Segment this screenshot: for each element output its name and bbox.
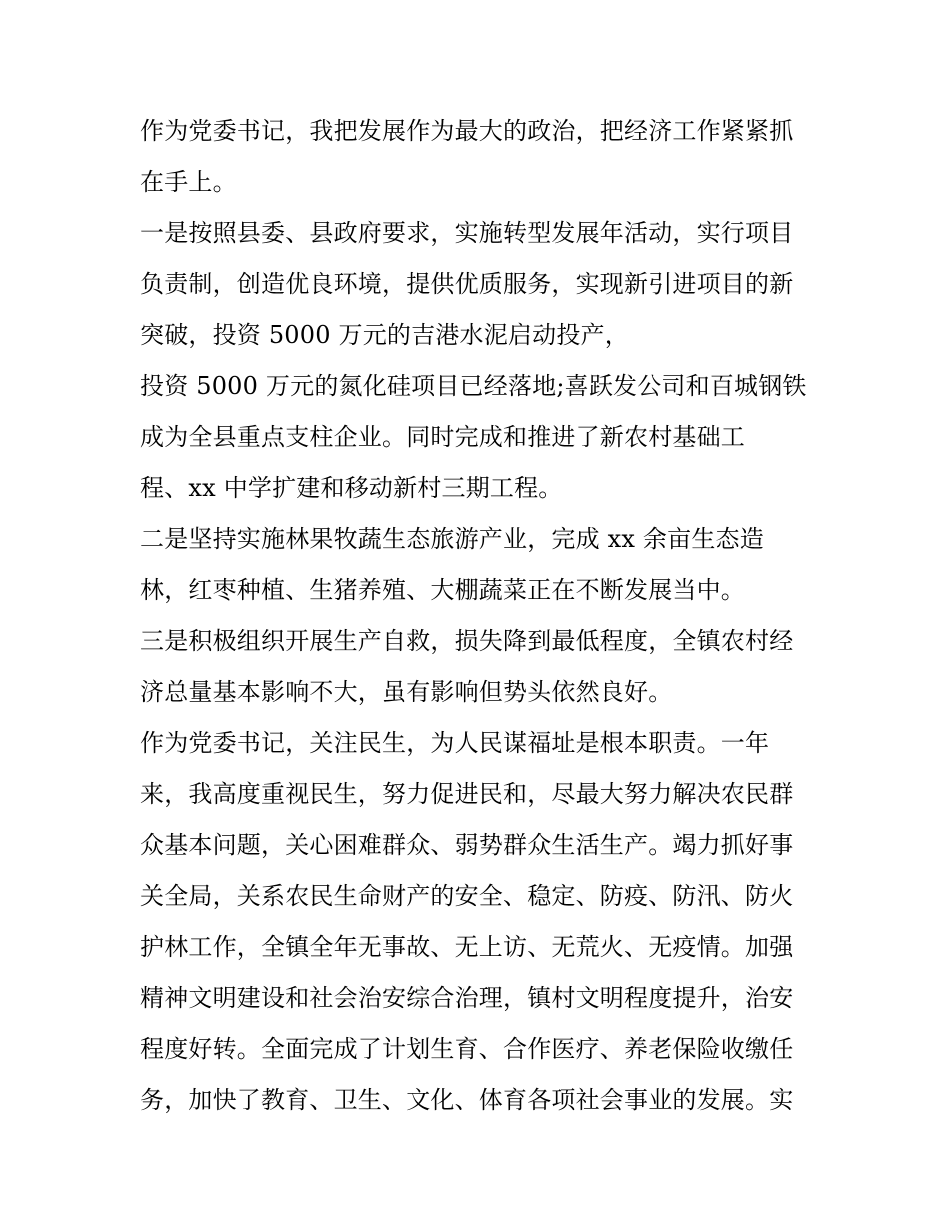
text-line: 来，我高度重视民生，努力促进民和，尽最大努力解决农民群 [140, 780, 794, 808]
text-line: 众基本问题，关心困难群众、弱势群众生活生产。竭力抓好事 [140, 831, 794, 859]
text-line: 一是按照县委、县政府要求，实施转型发展年活动，实行项目 [140, 219, 794, 247]
text-line: 作为党委书记，我把发展作为最大的政治，把经济工作紧紧抓 [140, 117, 794, 145]
text-line: 投资 5000 万元的氮化硅项目已经落地;喜跃发公司和百城钢铁 [140, 372, 807, 400]
text-line: 务，加快了教育、卫生、文化、体育各项社会事业的发展。实 [140, 1086, 794, 1114]
text-line: 精神文明建设和社会治安综合治理，镇村文明程度提升，治安 [140, 984, 794, 1012]
text-line: 程度好转。全面完成了计划生育、合作医疗、养老保险收缴任 [140, 1035, 794, 1063]
text-line: 突破，投资 5000 万元的吉港水泥启动投产， [140, 321, 629, 349]
text-line: 关全局，关系农民生命财产的安全、稳定、防疫、防汛、防火 [140, 882, 794, 910]
text-line: 三是积极组织开展生产自救，损失降到最低程度，全镇农村经 [140, 627, 794, 655]
text-line: 林，红枣种植、生猪养殖、大棚蔬菜正在不断发展当中。 [140, 576, 745, 604]
text-line: 负责制，创造优良环境，提供优质服务，实现新引进项目的新 [140, 270, 794, 298]
document-body [140, 106, 840, 1126]
text-line: 二是坚持实施林果牧蔬生态旅游产业，完成 xx 余亩生态造 [140, 525, 764, 553]
text-line: 作为党委书记，关注民生，为人民谋福址是根本职责。一年 [140, 729, 770, 757]
text-line: 程、xx 中学扩建和移动新村三期工程。 [140, 474, 563, 502]
text-line: 护林工作，全镇全年无事故、无上访、无荒火、无疫情。加强 [140, 933, 794, 961]
text-line: 成为全县重点支柱企业。同时完成和推进了新农村基础工 [140, 423, 745, 451]
text-line: 在手上。 [140, 168, 237, 196]
text-line: 济总量基本影响不大，虽有影响但势头依然良好。 [140, 678, 673, 706]
